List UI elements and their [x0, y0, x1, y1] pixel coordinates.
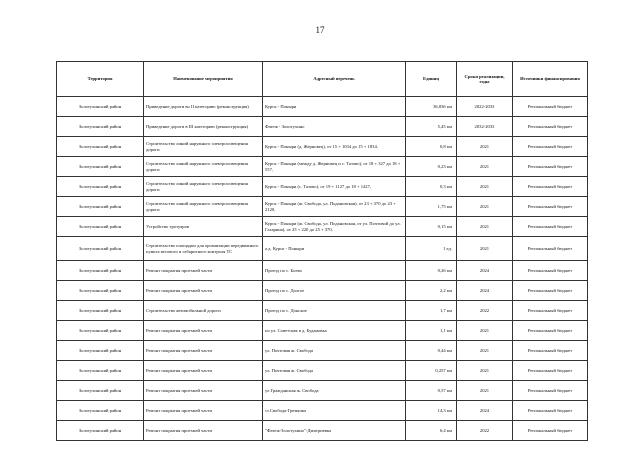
header-unit: Единиц	[406, 62, 457, 97]
cell-unit: 0,44 км	[406, 341, 457, 361]
cell-unit: 36,836 км	[406, 97, 457, 117]
cell-unit: 0,23 км	[406, 157, 457, 177]
cell-source: Региональный бюджет	[513, 197, 588, 217]
cell-unit: 2,2 км	[406, 281, 457, 301]
cell-source: Региональный бюджет	[513, 401, 588, 421]
table-row	[57, 237, 588, 261]
cell-event: Строительство площадки для организации передвижного пункта весового и габаритного контроля ТС	[144, 237, 263, 261]
cell-event: Устройство тротуаров	[144, 217, 263, 237]
cell-years: 2021	[457, 217, 513, 237]
cell-territory: Золотухинский район	[57, 157, 144, 177]
cell-address: Курск - Поныри (с. Тазово), от 19 + 1127 до 18 + 1427,	[263, 177, 406, 197]
cell-source: Региональный бюджет	[513, 97, 588, 117]
cell-unit: 1 ед.	[406, 237, 457, 261]
table-row	[57, 281, 588, 301]
table-row	[57, 137, 588, 157]
table-row	[57, 117, 588, 137]
cell-years: 2021	[457, 137, 513, 157]
cell-years: 2021	[457, 237, 513, 261]
cell-territory: Золотухинский район	[57, 421, 144, 441]
table-row	[57, 381, 588, 401]
cell-territory: Золотухинский район	[57, 177, 144, 197]
roads-table	[56, 61, 588, 441]
cell-years: 2021	[457, 157, 513, 177]
header-years: Сроки реализации, годы	[457, 62, 513, 97]
table-row	[57, 97, 588, 117]
cell-years: 2021	[457, 381, 513, 401]
cell-source: Региональный бюджет	[513, 281, 588, 301]
table-row	[57, 197, 588, 217]
cell-unit: 0,15 км	[406, 217, 457, 237]
cell-source: Региональный бюджет	[513, 217, 588, 237]
cell-territory: Золотухинский район	[57, 381, 144, 401]
table-body	[57, 97, 588, 441]
cell-address: Проезд по с. Боево	[263, 261, 406, 281]
cell-unit: 0,8 км	[406, 137, 457, 157]
cell-territory: Золотухинский район	[57, 237, 144, 261]
cell-territory: Золотухинский район	[57, 361, 144, 381]
cell-years: 2021	[457, 361, 513, 381]
cell-years: 2022	[457, 421, 513, 441]
cell-address: Проезд по с. Долгое	[263, 281, 406, 301]
cell-years: 2022	[457, 301, 513, 321]
cell-years: 2021	[457, 197, 513, 217]
cell-unit: 14,3 км	[406, 401, 457, 421]
table-row	[57, 301, 588, 321]
cell-years: 2021	[457, 341, 513, 361]
cell-source: Региональный бюджет	[513, 341, 588, 361]
cell-territory: Золотухинский район	[57, 217, 144, 237]
cell-unit: 5,45 км	[406, 117, 457, 137]
cell-years: 2024	[457, 281, 513, 301]
cell-address: "Фатеж-Золотухино"-Дмитриевка	[263, 421, 406, 441]
cell-event: Строительство линий наружного электроосвещения дороги	[144, 197, 263, 217]
cell-source: Региональный бюджет	[513, 421, 588, 441]
cell-event: Ремонт покрытия проезжей части	[144, 361, 263, 381]
cell-address: ул. Почтовая ж. Свобода	[263, 361, 406, 381]
cell-years: 2021	[457, 321, 513, 341]
cell-address: Курск - Поныри (ж. Свобода, ул. Подановская), от 23 + 370 до 23 + 2120,	[263, 197, 406, 217]
cell-years: 2022-2033	[457, 97, 513, 117]
cell-territory: Золотухинский район	[57, 321, 144, 341]
cell-event: Приведение дороги во II категорию (реконструкция)	[144, 97, 263, 117]
cell-address: ул. Почтовая ж. Свобода	[263, 341, 406, 361]
cell-address: ул Гражданская ж. Свобода	[263, 381, 406, 401]
table-header-row	[57, 62, 588, 97]
table-row	[57, 177, 588, 197]
cell-source: Региональный бюджет	[513, 177, 588, 197]
cell-source: Региональный бюджет	[513, 361, 588, 381]
table-row	[57, 157, 588, 177]
cell-source: Региональный бюджет	[513, 137, 588, 157]
table-row	[57, 217, 588, 237]
cell-address: Курск - Поныри	[263, 97, 406, 117]
cell-address: по ул. Советская в д. Будановка	[263, 321, 406, 341]
cell-unit: 1,75 км	[406, 197, 457, 217]
cell-event: Строительство автомобильной дороги	[144, 301, 263, 321]
cell-unit: 1,7 км	[406, 301, 457, 321]
cell-address: Курск - Поныри (ж. Свобода, ул. Подановская, от ул. Почтовой до ул. Гагарина), от 25 + 220 до 25 + 370,	[263, 217, 406, 237]
cell-address: а.д. Курск - Поныри	[263, 237, 406, 261]
cell-event: Строительство линий наружного электроосвещения дороги	[144, 177, 263, 197]
cell-territory: Золотухинский район	[57, 97, 144, 117]
cell-event: Ремонт покрытия проезжей части	[144, 401, 263, 421]
cell-source: Региональный бюджет	[513, 321, 588, 341]
table-row	[57, 341, 588, 361]
cell-source: Региональный бюджет	[513, 261, 588, 281]
cell-territory: Золотухинский район	[57, 197, 144, 217]
cell-territory: Золотухинский район	[57, 137, 144, 157]
cell-years: 2024	[457, 261, 513, 281]
cell-years: 2032-2033	[457, 117, 513, 137]
cell-address: Фатеж - Золотухино	[263, 117, 406, 137]
header-territory: Территория	[57, 62, 144, 97]
cell-territory: Золотухинский район	[57, 341, 144, 361]
header-source: Источники финансирования	[513, 62, 588, 97]
cell-unit: 0,3 км	[406, 177, 457, 197]
page-number: 17	[315, 25, 325, 35]
cell-source: Региональный бюджет	[513, 301, 588, 321]
cell-event: Строительство линий наружного электроосвещения дороги	[144, 137, 263, 157]
table-row	[57, 321, 588, 341]
cell-source: Региональный бюджет	[513, 237, 588, 261]
cell-source: Региональный бюджет	[513, 117, 588, 137]
cell-event: Приведение дороги в III категорию (реконструкция)	[144, 117, 263, 137]
table-row	[57, 261, 588, 281]
cell-address: Курск - Поныри (между д. Жерновец и с. Тазово), от 18 + 327 до 18 + 557,	[263, 157, 406, 177]
header-address: Адресный перечень	[263, 62, 406, 97]
cell-territory: Золотухинский район	[57, 261, 144, 281]
cell-unit: 0,257 км	[406, 361, 457, 381]
header-event: Наименование мероприятия	[144, 62, 263, 97]
cell-address: Проезд по с. Донское	[263, 301, 406, 321]
table-row	[57, 361, 588, 381]
cell-territory: Золотухинский район	[57, 301, 144, 321]
cell-event: Ремонт покрытия проезжей части	[144, 261, 263, 281]
cell-event: Ремонт покрытия проезжей части	[144, 341, 263, 361]
cell-event: Строительство линий наружного электроосвещения дороги	[144, 157, 263, 177]
cell-territory: Золотухинский район	[57, 401, 144, 421]
cell-event: Ремонт покрытия проезжей части	[144, 281, 263, 301]
cell-event: Ремонт покрытия проезжей части	[144, 421, 263, 441]
cell-event: Ремонт покрытия проезжей части	[144, 381, 263, 401]
cell-territory: Золотухинский район	[57, 117, 144, 137]
table-row	[57, 401, 588, 421]
cell-years: 2021	[457, 177, 513, 197]
cell-unit: 0,26 км	[406, 261, 457, 281]
cell-address: Курск - Поныри (д. Жерновец), от 15 + 1034 до 15 + 1834,	[263, 137, 406, 157]
cell-years: 2024	[457, 401, 513, 421]
cell-source: Региональный бюджет	[513, 381, 588, 401]
cell-unit: 6,4 км	[406, 421, 457, 441]
cell-source: Региональный бюджет	[513, 157, 588, 177]
cell-unit: 1,1 км	[406, 321, 457, 341]
cell-address: ст.Свобода-Гремячка	[263, 401, 406, 421]
cell-territory: Золотухинский район	[57, 281, 144, 301]
cell-unit: 0,57 км	[406, 381, 457, 401]
table-row	[57, 421, 588, 441]
cell-event: Ремонт покрытия проезжей части	[144, 321, 263, 341]
